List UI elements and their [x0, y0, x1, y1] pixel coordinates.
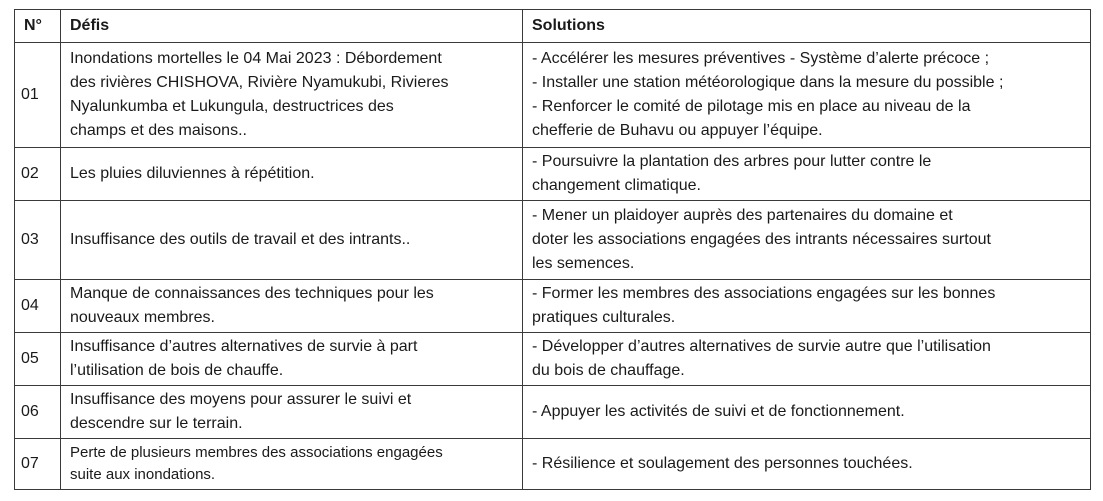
challenge-cell [61, 148, 523, 201]
challenges-solutions-table [14, 9, 1091, 490]
solution-cell [523, 439, 1091, 490]
challenge-cell [61, 280, 523, 333]
solution-text: chefferie de Buhavu ou appuyer l’équipe. [532, 122, 823, 139]
header-solutions: Solutions [523, 10, 1091, 43]
solution-text: changement climatique. [532, 177, 701, 194]
table-row [15, 148, 1091, 201]
challenge-cell [61, 333, 523, 386]
table-row [15, 333, 1091, 386]
solution-text: les semences. [532, 255, 635, 272]
row-number: 02 [15, 148, 61, 201]
challenge-text: l’utilisation de bois de chauffe. [70, 362, 284, 379]
solution-text: - Installer une station météorologique dans la mesure du possible ; [532, 74, 1004, 91]
challenge-cell [61, 201, 523, 280]
row-number: 04 [15, 280, 61, 333]
challenge-text: des rivières CHISHOVA, Rivière Nyamukubi, Rivieres [70, 74, 449, 91]
row-number: 06 [15, 386, 61, 439]
table-header-row [15, 10, 1091, 43]
solution-cell [523, 386, 1091, 439]
table-row [15, 386, 1091, 439]
challenge-text: Perte de plusieurs membres des associations engagées [70, 444, 443, 461]
table-row [15, 43, 1091, 148]
challenge-cell [61, 439, 523, 490]
solution-text: - Accélérer les mesures préventives - Système d’alerte précoce ; [532, 50, 990, 67]
row-number: 05 [15, 333, 61, 386]
solution-cell [523, 333, 1091, 386]
solution-cell [523, 43, 1091, 148]
challenge-text: Manque de connaissances des techniques pour les [70, 285, 434, 302]
challenge-cell [61, 43, 523, 148]
table-row [15, 201, 1091, 280]
solution-cell [523, 148, 1091, 201]
solution-text: - Appuyer les activités de suivi et de fonctionnement. [532, 403, 905, 420]
solution-text: - Développer d’autres alternatives de survie autre que l’utilisation [532, 338, 991, 355]
header-defis: Défis [61, 10, 523, 43]
challenge-text: Insuffisance des outils de travail et des intrants.. [70, 231, 411, 248]
solution-text: du bois de chauffage. [532, 362, 685, 379]
solution-text: doter les associations engagées des intrants nécessaires surtout [532, 231, 991, 248]
table-row [15, 439, 1091, 490]
challenge-text: Insuffisance des moyens pour assurer le suivi et [70, 391, 412, 408]
solution-text: pratiques culturales. [532, 309, 676, 326]
challenge-text: champs et des maisons.. [70, 122, 247, 139]
challenge-text: Inondations mortelles le 04 Mai 2023 : Débordement [70, 50, 442, 67]
challenge-text: suite aux inondations. [70, 466, 216, 483]
challenge-text: Les pluies diluviennes à répétition. [70, 165, 315, 182]
solution-text: - Former les membres des associations engagées sur les bonnes [532, 285, 996, 302]
header-num: N° [15, 10, 61, 43]
solution-cell [523, 280, 1091, 333]
challenge-text: Nyalunkumba et Lukungula, destructrices des [70, 98, 394, 115]
solution-text: - Poursuivre la plantation des arbres pour lutter contre le [532, 153, 932, 170]
row-number: 07 [15, 439, 61, 490]
row-number: 01 [15, 43, 61, 148]
challenge-text: Insuffisance d’autres alternatives de survie à part [70, 338, 418, 355]
row-number: 03 [15, 201, 61, 280]
table-row [15, 280, 1091, 333]
challenge-cell [61, 386, 523, 439]
solution-text: - Résilience et soulagement des personnes touchées. [532, 455, 913, 472]
solution-text: - Mener un plaidoyer auprès des partenaires du domaine et [532, 207, 953, 224]
challenges-table-container [14, 9, 1090, 490]
solution-text: - Renforcer le comité de pilotage mis en place au niveau de la [532, 98, 971, 115]
solution-cell [523, 201, 1091, 280]
challenge-text: descendre sur le terrain. [70, 415, 243, 432]
challenge-text: nouveaux membres. [70, 309, 215, 326]
